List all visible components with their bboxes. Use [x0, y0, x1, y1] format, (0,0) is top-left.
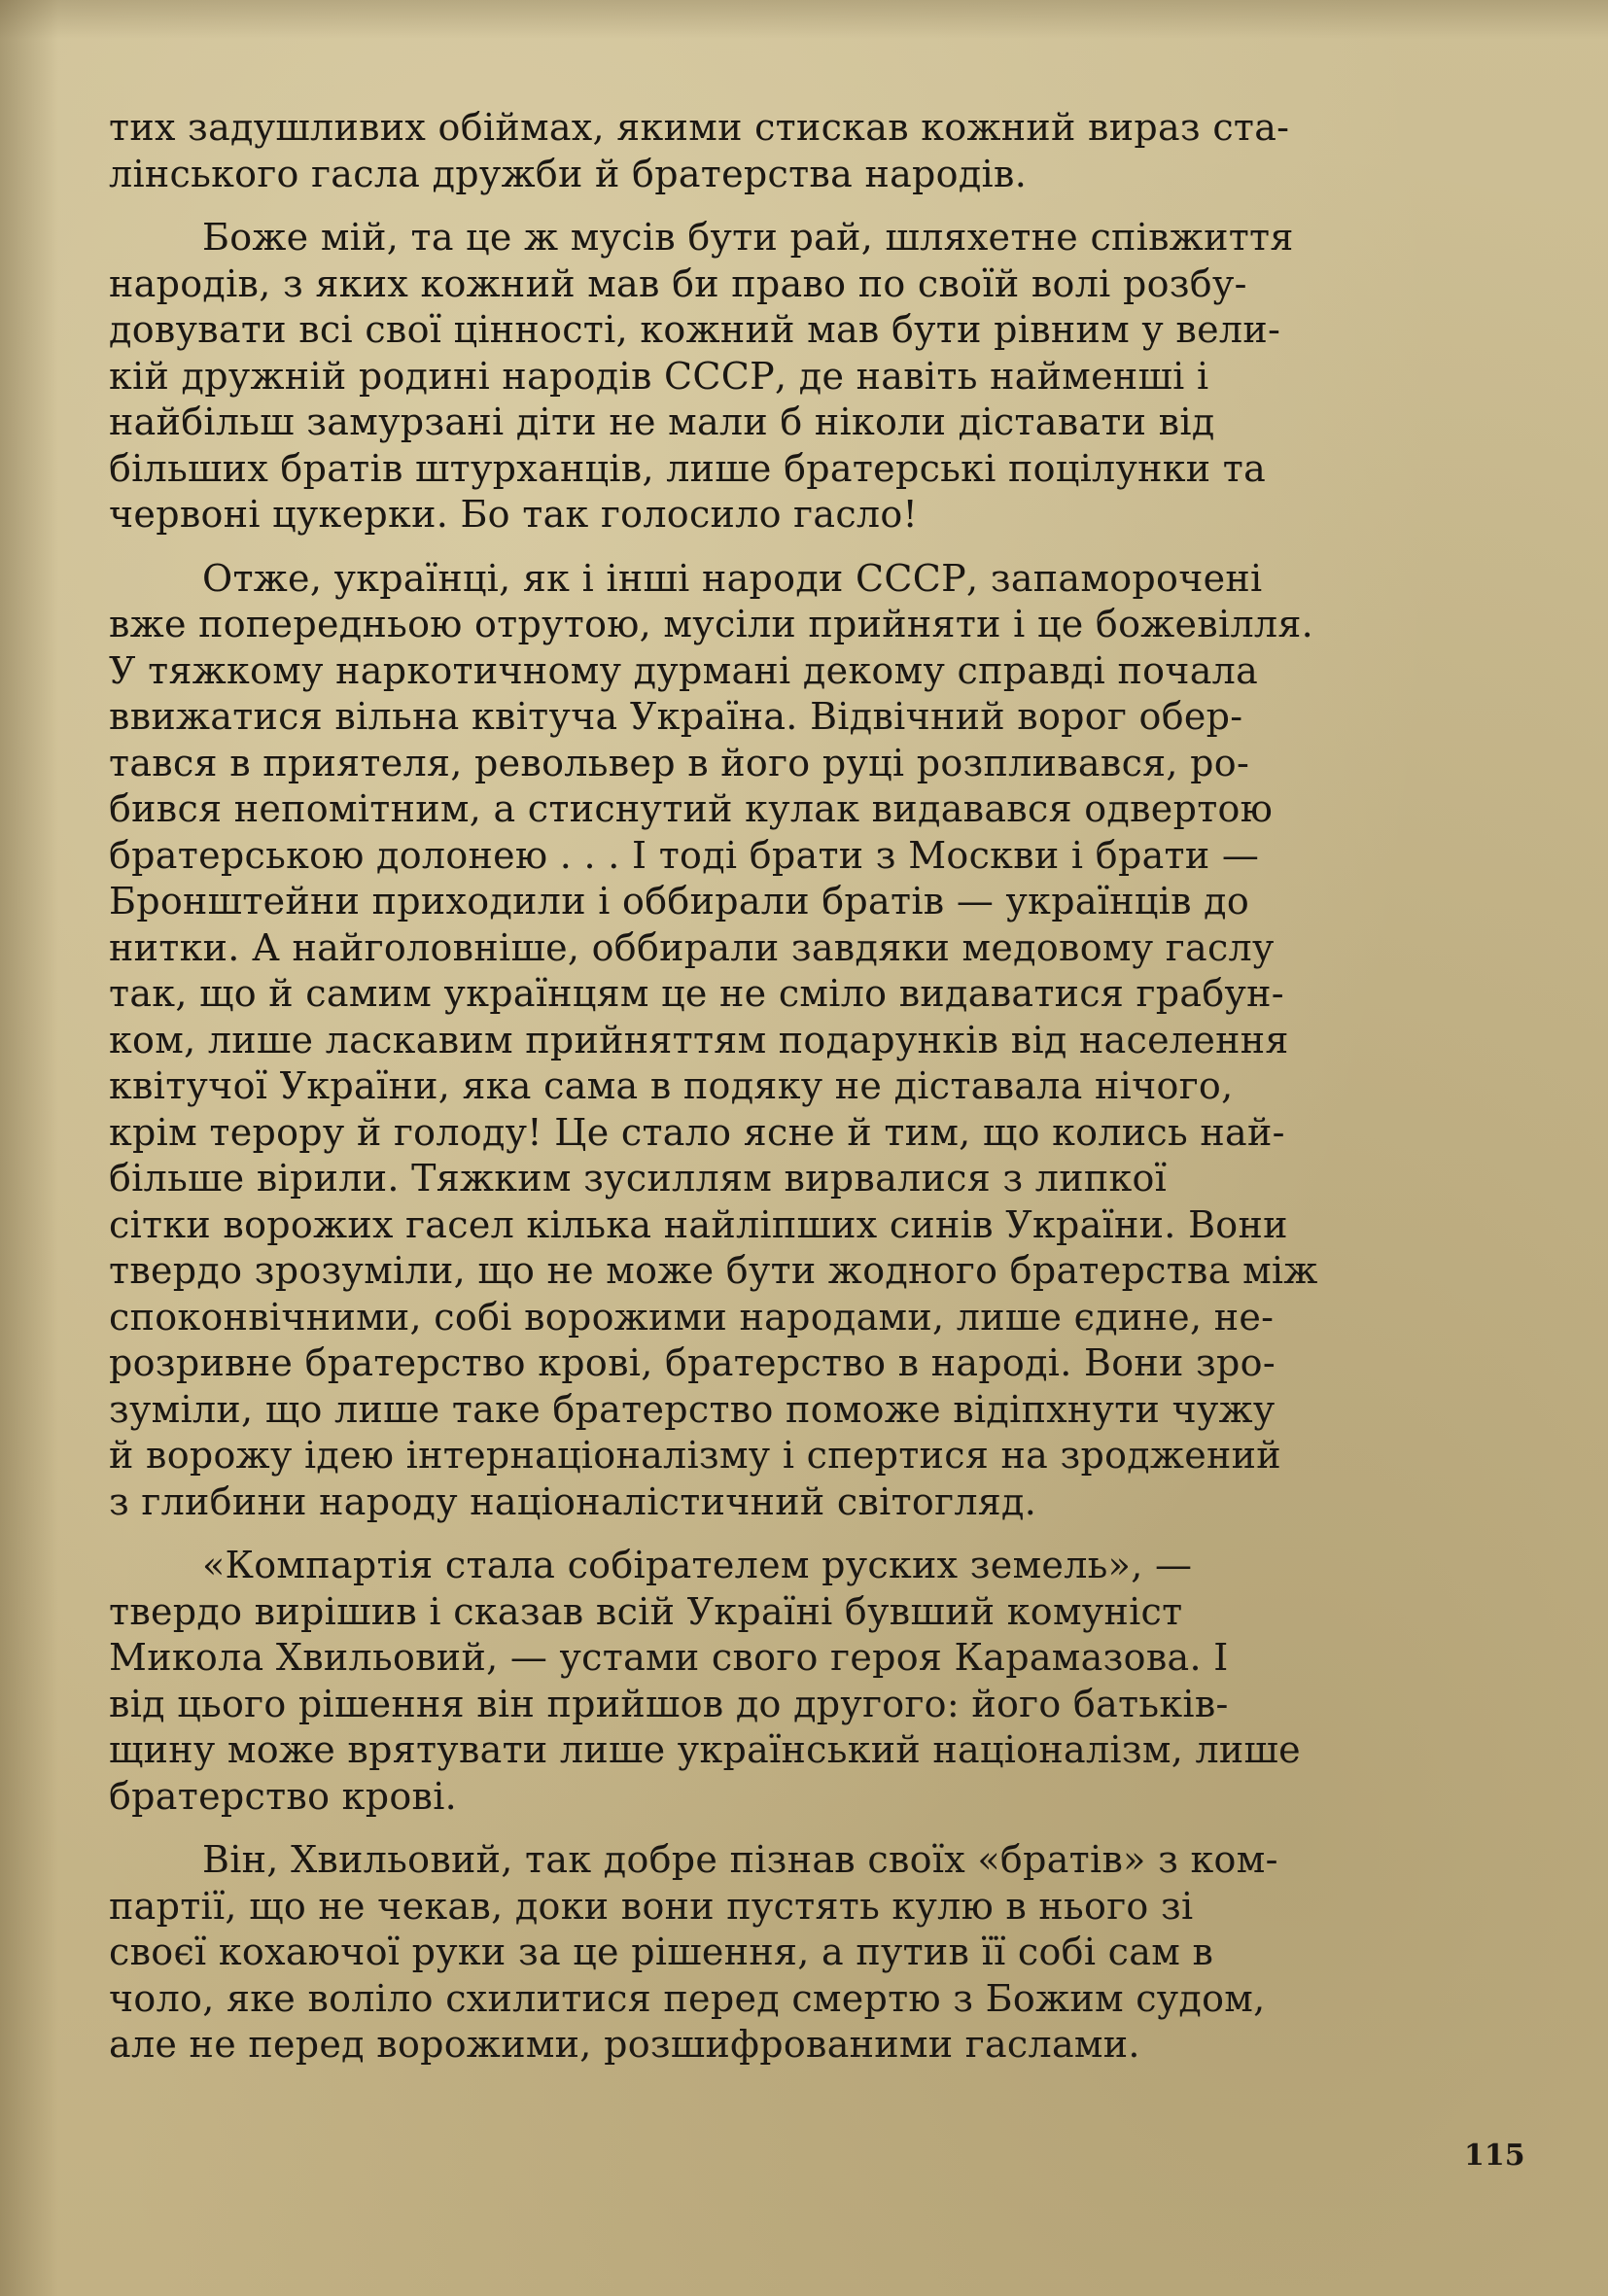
text-line: але не перед ворожими, розшифрованими гаслами. [109, 2023, 1140, 2066]
text-line: з глибини народу націоналістичний світогляд. [109, 1479, 1037, 1523]
text-line: довувати всі свої цінності, кожний мав бути рівним у вели- [109, 308, 1281, 351]
text-line: «Компартія стала собірателем руских земель», — [202, 1544, 1193, 1586]
page-number: 115 [1464, 2139, 1525, 2173]
text-line: сітки ворожих гасел кілька найліпших синів України. Вони [109, 1202, 1288, 1246]
text-line: нитки. А найголовніше, оббирали завдяки медовому гаслу [109, 925, 1275, 969]
paragraph-5 [109, 1837, 1559, 2069]
text-line: своєї кохаючої руки за це рішення, а путив її собі сам в [109, 1931, 1214, 1973]
text-line: Отже, українці, як і інші народи СССР, запаморочені [202, 556, 1263, 600]
text-line: більших братів штурханців, лише братерські поцілунки та [109, 446, 1267, 490]
text-line: братерською долонею . . . І тоді брати з Москви і брати — [109, 833, 1260, 877]
paragraph-3 [109, 556, 1559, 1526]
text-line: Боже мій, та це ж мусів бути рай, шляхетне співжиття [202, 216, 1294, 259]
text-line: бився непомітним, а стиснутий кулак видавався одвертою [109, 787, 1274, 830]
text-line: крім терору й голоду! Це стало ясне й тим, що колись най- [109, 1110, 1285, 1154]
text-line: Він, Хвильовий, так добре пізнав своїх «братів» з ком- [202, 1838, 1278, 1881]
text-line: народів, з яких кожний мав би право по своїй волі розбу- [109, 261, 1247, 305]
text-line: так, що й самим українцям це не сміло видаватися грабун- [109, 972, 1284, 1015]
text-line: зуміли, що лише таке братерство поможе відіпхнути чужу [109, 1387, 1276, 1431]
paragraph-1 [109, 105, 1559, 197]
text-line: більше вірили. Тяжким зусиллям вирвалися з липкої [109, 1157, 1168, 1200]
text-line: червоні цукерки. Бо так голосило гасло! [109, 493, 919, 536]
text-line: твердо вирішив і сказав всій Україні бувший комуніст [109, 1589, 1183, 1633]
text-line: тих задушливих обіймах, якими стискав кожний вираз ста- [109, 106, 1290, 149]
text-line: від цього рішення він прийшов до другого: його батьків- [109, 1682, 1229, 1725]
text-line: ком, лише ласкавим прийняттям подарунків від населення [109, 1018, 1289, 1061]
text-line: чоло, яке воліло схилитися перед смертю з Божим судом, [109, 1976, 1266, 2020]
text-line: братерство крові. [109, 1774, 458, 1818]
text-line: У тяжкому наркотичному дурмані декому справді почала [109, 648, 1259, 692]
text-line: ввижатися вільна квітуча Україна. Відвічний ворог обер- [109, 695, 1243, 738]
text-line: й ворожу ідею інтернаціоналізму і спертися на зроджений [109, 1434, 1281, 1477]
body-text [109, 105, 1559, 2086]
text-line: найбільш замурзані діти не мали б ніколи діставати від [109, 400, 1215, 443]
text-line: Микола Хвильовий, — устами свого героя Карамазова. І [109, 1636, 1229, 1679]
text-line: твердо зрозуміли, що не може бути жодного братерства між [109, 1249, 1318, 1292]
text-line: кій дружній родині народів СССР, де навіть найменші і [109, 354, 1209, 398]
text-line: споконвічними, собі ворожими народами, лише єдине, не- [109, 1295, 1275, 1339]
paragraph-4 [109, 1543, 1559, 1820]
text-line: квітучої України, яка сама в подяку не діставала нічого, [109, 1064, 1234, 1107]
text-line: Бронштейни приходили і оббирали братів — українців до [109, 880, 1250, 922]
text-line: тався в приятеля, револьвер в його руці розпливався, ро- [109, 741, 1250, 784]
text-line: розривне братерство крові, братерство в народі. Вони зро- [109, 1341, 1276, 1384]
text-line: вже попередньою отрутою, мусіли прийняти і це божевілля. [109, 603, 1313, 645]
page-edge-shadow-left [0, 0, 58, 2296]
page-edge-shadow-top [0, 0, 1608, 39]
text-line: партії, що не чекав, доки вони пустять кулю в нього зі [109, 1884, 1194, 1928]
paragraph-2 [109, 215, 1559, 539]
text-line: лінського гасла дружби й братерства народів. [109, 152, 1028, 195]
text-line: щину може врятувати лише український націоналізм, лише [109, 1728, 1301, 1771]
